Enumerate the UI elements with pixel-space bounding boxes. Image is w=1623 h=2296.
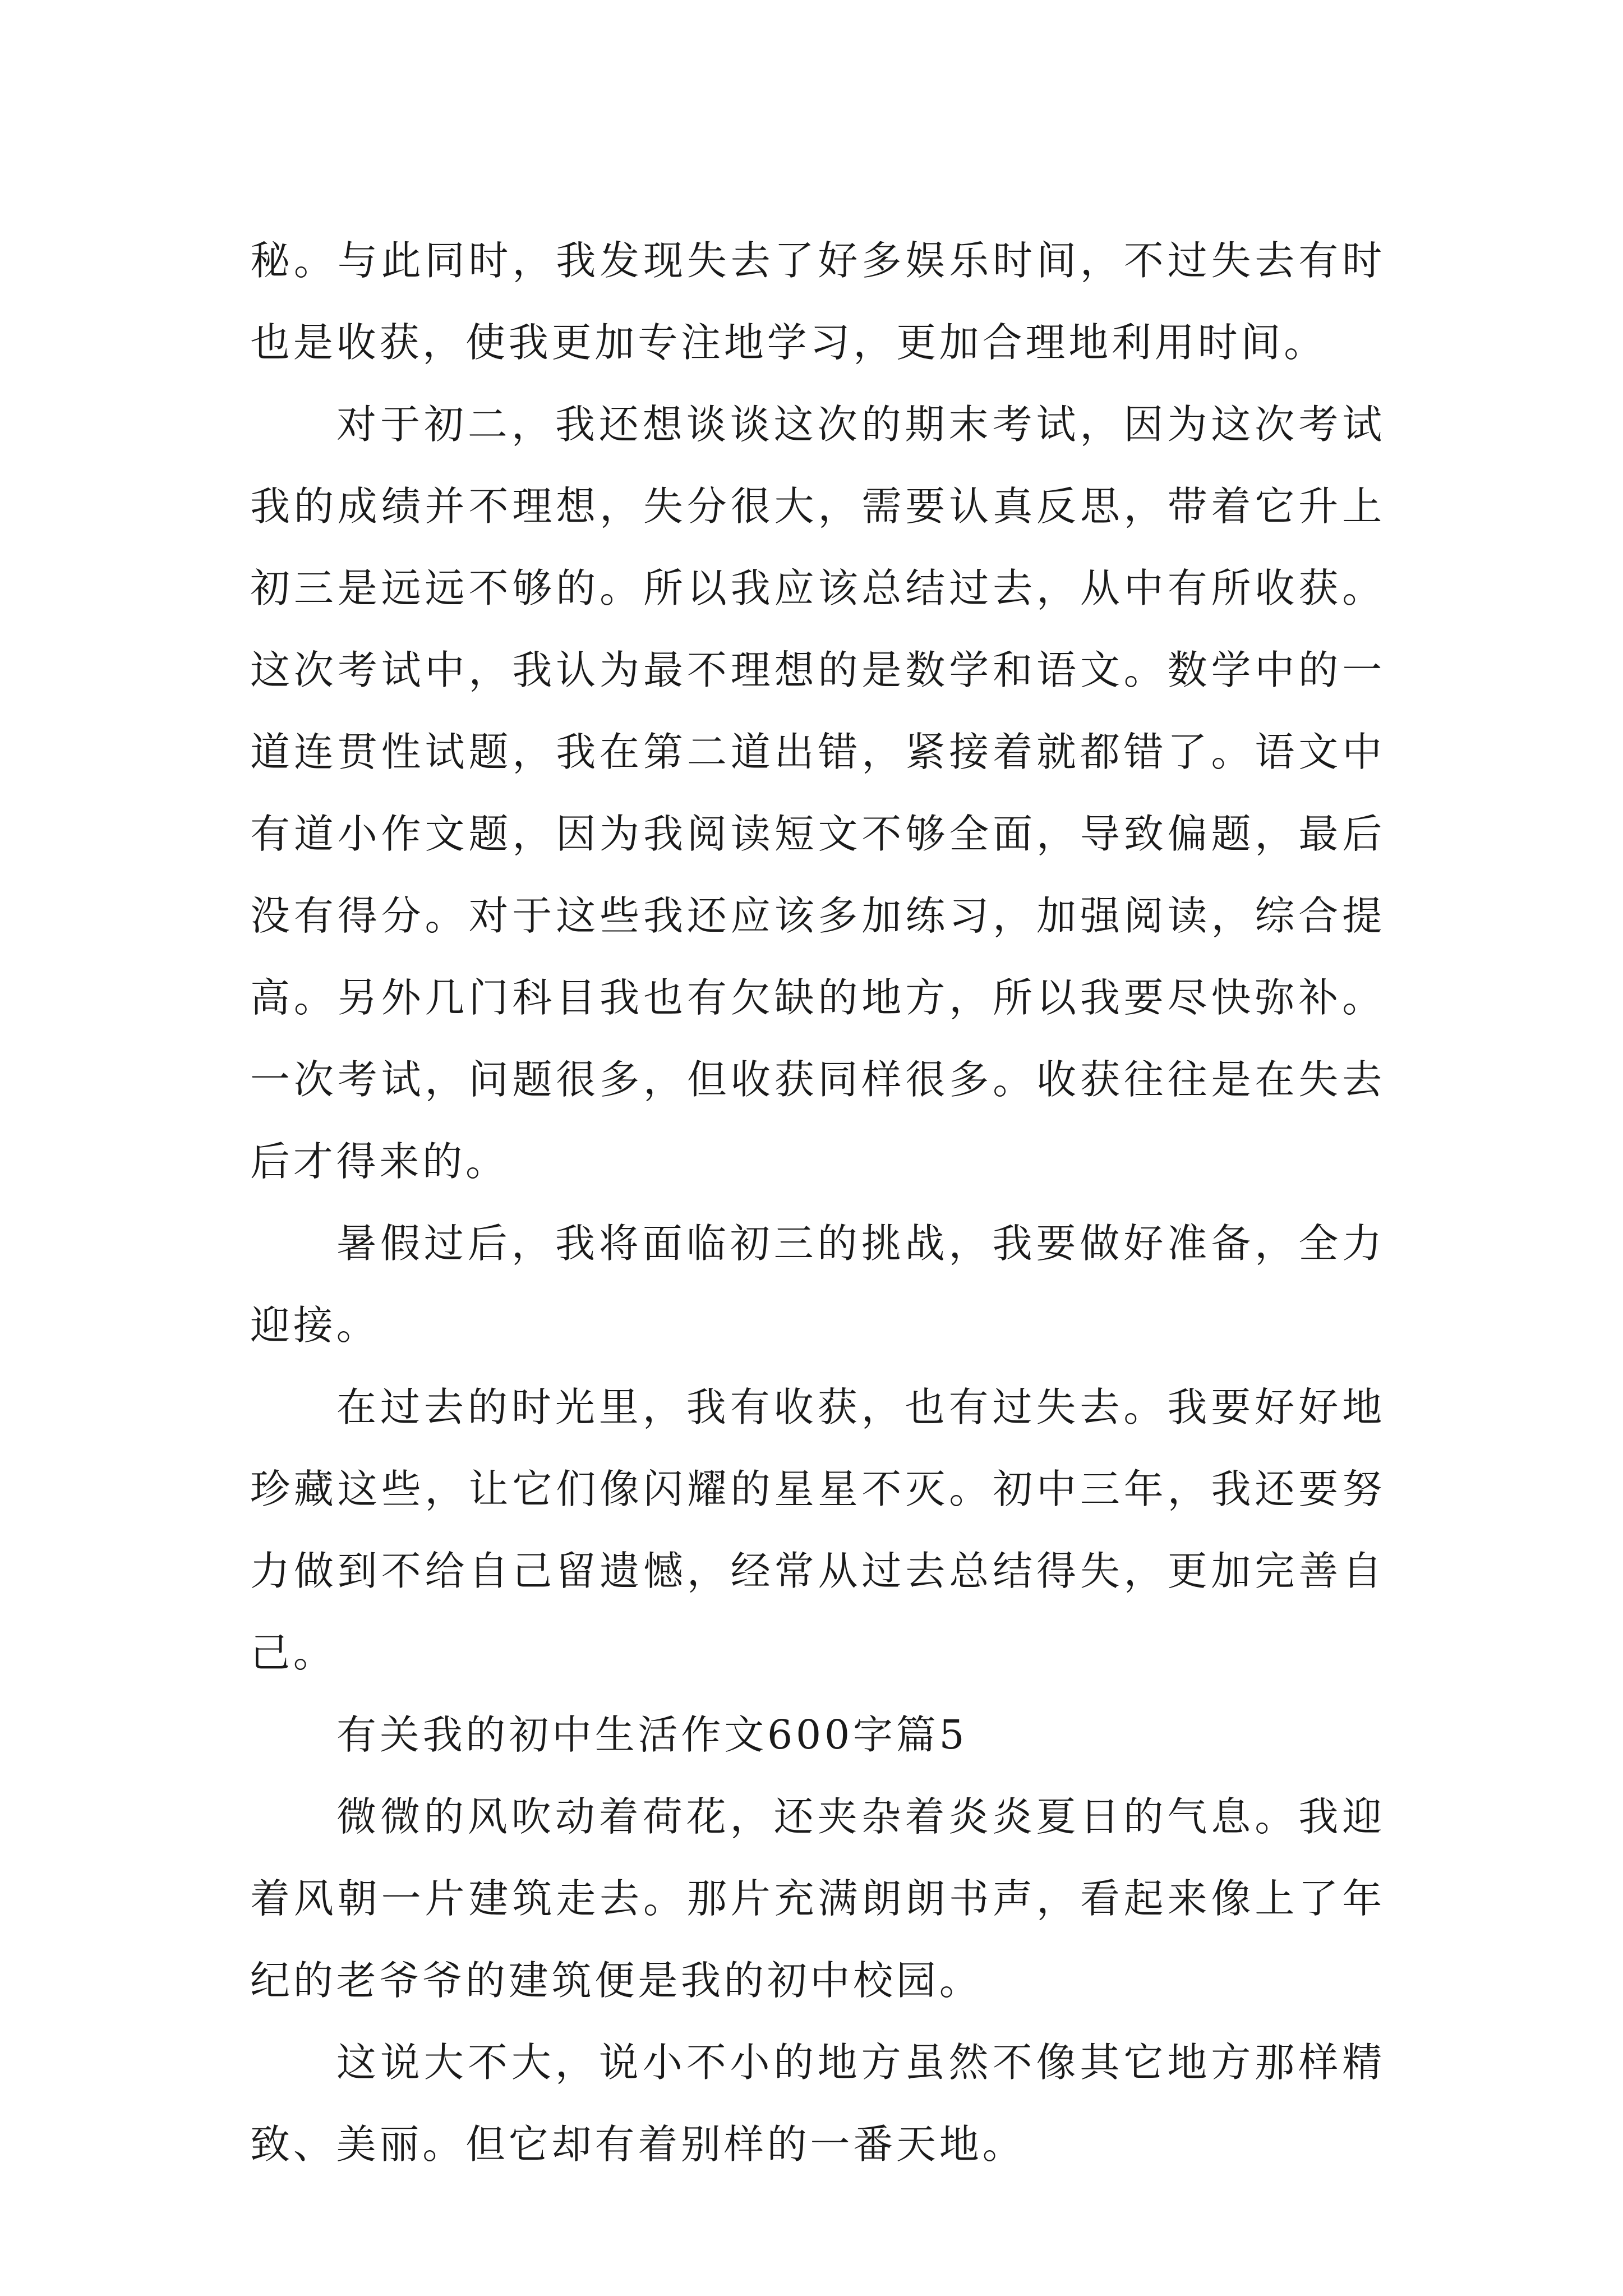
paragraph-5: 微微的风吹动着荷花，还夹杂着炎炎夏日的气息。我迎着风朝一片建筑走去。那片充满朗朗书声，看起来像上了年纪的老爷爷的建筑便是我的初中校园。	[250, 1793, 1385, 2004]
paragraph-1: 秘。与此同时，我发现失去了好多娱乐时间，不过失去有时也是收获，使我更加专注地学习，更加合理地利用时间。	[250, 237, 1385, 366]
section-heading: 有关我的初中生活作文600字篇5	[336, 1711, 968, 1758]
paragraph-6: 这说大不大，说小不小的地方虽然不像其它地方那样精致、美丽。但它却有着别样的一番天地。	[250, 2039, 1385, 2168]
paragraph-2: 对于初二，我还想谈谈这次的期末考试，因为这次考试我的成绩并不理想，失分很大，需要认真反思，带着它升上初三是远远不够的。所以我应该总结过去，从中有所收获。这次考试中，我认为最不理想的是数学和语文。数学中的一道连贯性试题，我在第二道出错，紧接着就都错了。语文中有道小作文题，因为我阅读短文不够全面，导致偏题，最后没有得分。对于这些我还应该多加练习，加强阅读，综合提高。另外几门科目我也有欠缺的地方，所以我要尽快弥补。一次考试，问题很多，但收获同样很多。收获往往是在失去后才得来的。	[250, 401, 1385, 1185]
paragraph-3: 暑假过后，我将面临初三的挑战，我要做好准备，全力迎接。	[250, 1220, 1385, 1349]
paragraph-4: 在过去的时光里，我有收获，也有过失去。我要好好地珍藏这些，让它们像闪耀的星星不灭。初中三年，我还要努力做到不给自己留遗憾，经常从过去总结得失，更加完善自己。	[250, 1384, 1385, 1676]
document-page	[250, 220, 1385, 2185]
